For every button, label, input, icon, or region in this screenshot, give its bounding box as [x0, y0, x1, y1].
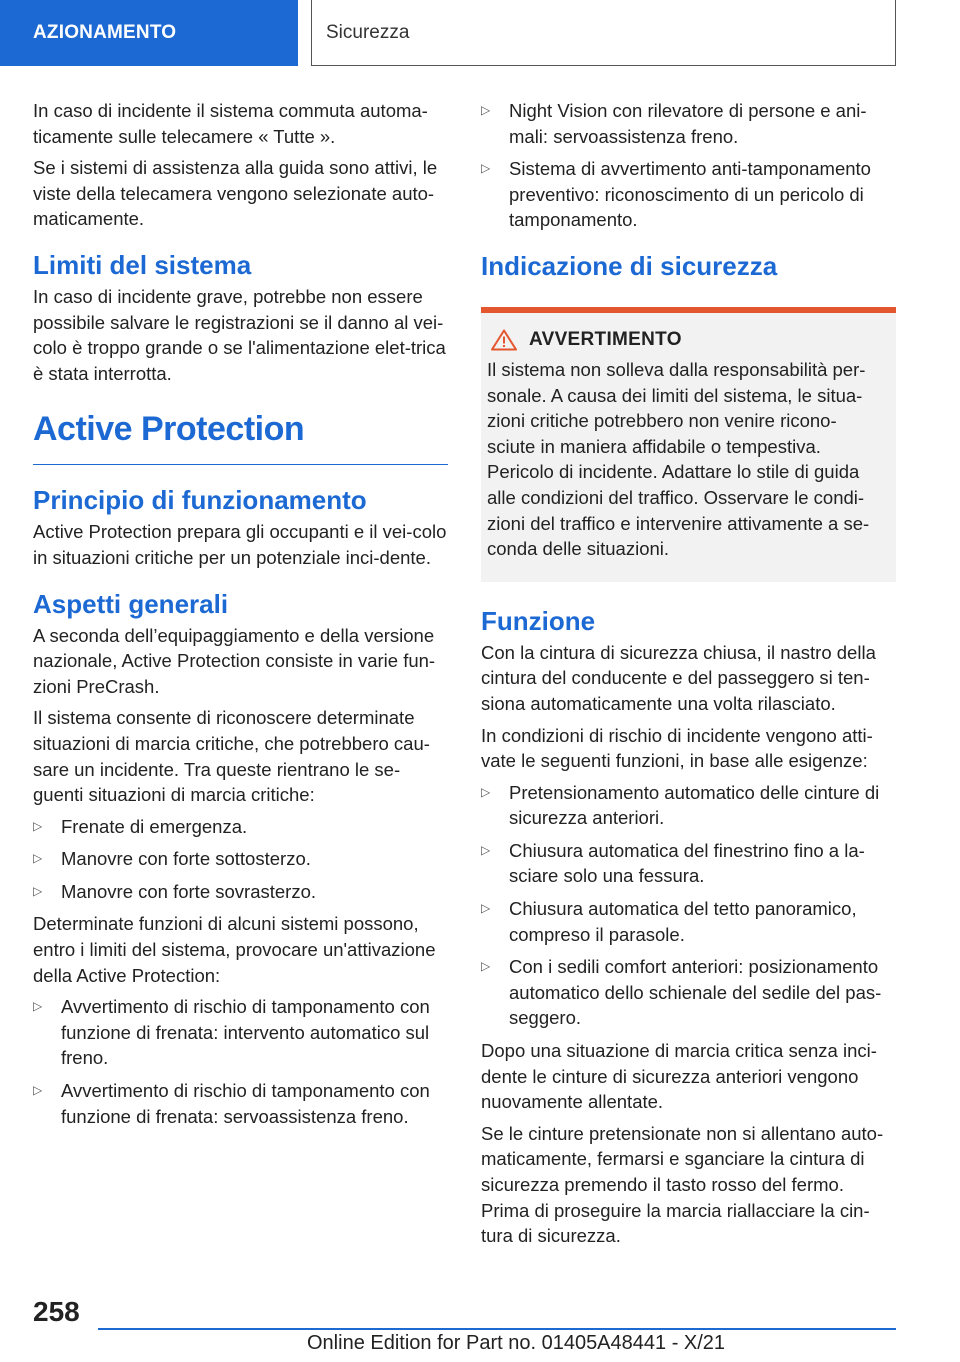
topic-title: Sicurezza	[326, 21, 410, 43]
list-item: ▷ Manovre con forte sovrasterzo.	[33, 879, 448, 905]
heading-limiti: Limiti del sistema	[33, 249, 252, 280]
list-item: ▷ Con i sedili comfort anteriori: posizionamento automatico dello schienale del sedile del pas-seggero.	[481, 956, 882, 1029]
list-item: ▷ Avvertimento di rischio di tamponamento con funzione di frenata: intervento automatico sul freno.	[33, 996, 430, 1069]
warning-header	[487, 329, 884, 351]
paragraph: Determinate funzioni di alcuni sistemi possono, entro i limiti del sistema, provocare un'attivazione della Active Protection:	[33, 913, 436, 986]
warning-box	[481, 307, 896, 582]
chapter-title-active-protection: Active Protection	[33, 408, 448, 465]
paragraph: Se i sistemi di assistenza alla guida sono attivi, le viste della telecamera vengono selezionate auto-maticamente.	[33, 157, 438, 230]
paragraph: Il sistema consente di riconoscere determinate situazioni di marcia critiche, che potrebbero cau-sare un incidente. Tra queste rientrano le se-guenti situazioni di marcia critiche:	[33, 707, 430, 806]
list-item: ▷ Pretensionamento automatico delle cinture di sicurezza anteriori.	[481, 781, 880, 829]
bullet-list-systems	[33, 994, 448, 1129]
triangle-bullet-icon: ▷	[33, 818, 43, 833]
list-item: ▷ Avvertimento di rischio di tamponamento con funzione di frenata: servoassistenza freno.	[33, 1080, 430, 1127]
triangle-bullet-icon: ▷	[33, 851, 43, 866]
triangle-bullet-icon: ▷	[481, 901, 491, 916]
bullet-list-systems-cont	[481, 98, 896, 233]
page-number: 258	[33, 1296, 80, 1327]
triangle-bullet-icon: ▷	[33, 999, 43, 1014]
list-item: ▷ Manovre con forte sottosterzo.	[33, 846, 448, 872]
footer-edition: Online Edition for Part no. 01405A48441 - X/21	[307, 1332, 726, 1354]
section-title: AZIONAMENTO	[33, 22, 177, 43]
bullet-list-functions	[481, 780, 896, 1031]
triangle-bullet-icon: ▷	[481, 161, 491, 176]
heading-funzione: Funzione	[481, 605, 596, 636]
heading-aspetti: Aspetti generali	[33, 588, 229, 619]
heading-indicazione: Indicazione di sicurezza	[481, 250, 778, 281]
footer-divider	[98, 1328, 896, 1330]
bullet-list-situations	[33, 814, 448, 905]
paragraph: Dopo una situazione di marcia critica senza inci-dente le cinture di sicurezza anteriori vengono nuovamente allentate.	[481, 1040, 877, 1113]
paragraph: A seconda dell’equipaggiamento e della versione nazionale, Active Protection consiste in varie fun-zioni PreCrash.	[33, 624, 436, 697]
paragraph: In condizioni di rischio di incidente vengono atti-vate le seguenti funzioni, in base alle esigenze:	[481, 724, 873, 772]
triangle-bullet-icon: ▷	[481, 103, 491, 117]
paragraph: Se le cinture pretensionate non si allentano auto-maticamente, fermarsi e sganciare la cintura di sicurezza premendo il tasto rosso del fermo. Prima di proseguire la marcia riallacciare la cin-tura di sicurezza.	[481, 1122, 884, 1247]
list-item: ▷ Night Vision con rilevatore di persone e ani-mali: servoassistenza freno.	[481, 100, 867, 147]
list-item: ▷ Chiusura automatica del finestrino fino a la-sciare solo una fessura.	[481, 839, 865, 887]
list-item: ▷ Frenate di emergenza.	[33, 814, 448, 840]
topic-header	[311, 0, 896, 66]
left-column	[33, 98, 448, 1136]
triangle-bullet-icon: ▷	[481, 784, 491, 799]
warning-text: Il sistema non solleva dalla responsabilità per-sonale. A causa dei limiti del sistema, le situa-zioni critiche potrebbero non venire ricono-sciute in maniera affidabile o tempestiva. Pericolo di incidente. Adattare lo stile di guida alle condizioni del traffico. Osservare le condi-zioni del traffico e intervenire attivamente a se-conda delle situazioni.	[487, 358, 870, 560]
list-item: ▷ Sistema di avvertimento anti-tamponamento preventivo: riconoscimento di un pericolo di tamponamento.	[481, 158, 871, 231]
paragraph: Con la cintura di sicurezza chiusa, il nastro della cintura del conducente e del passeggero si ten-siona automaticamente una volta rilasciato.	[481, 641, 876, 714]
paragraph: In caso di incidente grave, potrebbe non essere possibile salvare le registrazioni se il danno al vei-colo è troppo grande o se l'alimentazione elet-trica è stata interrotta.	[33, 285, 446, 384]
paragraph: In caso di incidente il sistema commuta automa-ticamente sulle telecamere « Tutte ».	[33, 100, 428, 147]
heading-principio: Principio di funzionamento	[33, 485, 367, 516]
section-tab	[0, 0, 298, 66]
triangle-bullet-icon: ▷	[33, 883, 43, 898]
paragraph: Active Protection prepara gli occupanti e il vei-colo in situazioni critiche per un potenziale inci-dente.	[33, 521, 447, 568]
warning-triangle-icon	[491, 329, 517, 351]
triangle-bullet-icon: ▷	[481, 959, 491, 974]
triangle-bullet-icon: ▷	[33, 1083, 43, 1098]
warning-title: AVVERTIMENTO	[529, 328, 682, 350]
list-item: ▷ Chiusura automatica del tetto panoramico, compreso il parasole.	[481, 898, 857, 945]
right-column	[481, 98, 896, 1255]
triangle-bullet-icon: ▷	[481, 842, 491, 857]
